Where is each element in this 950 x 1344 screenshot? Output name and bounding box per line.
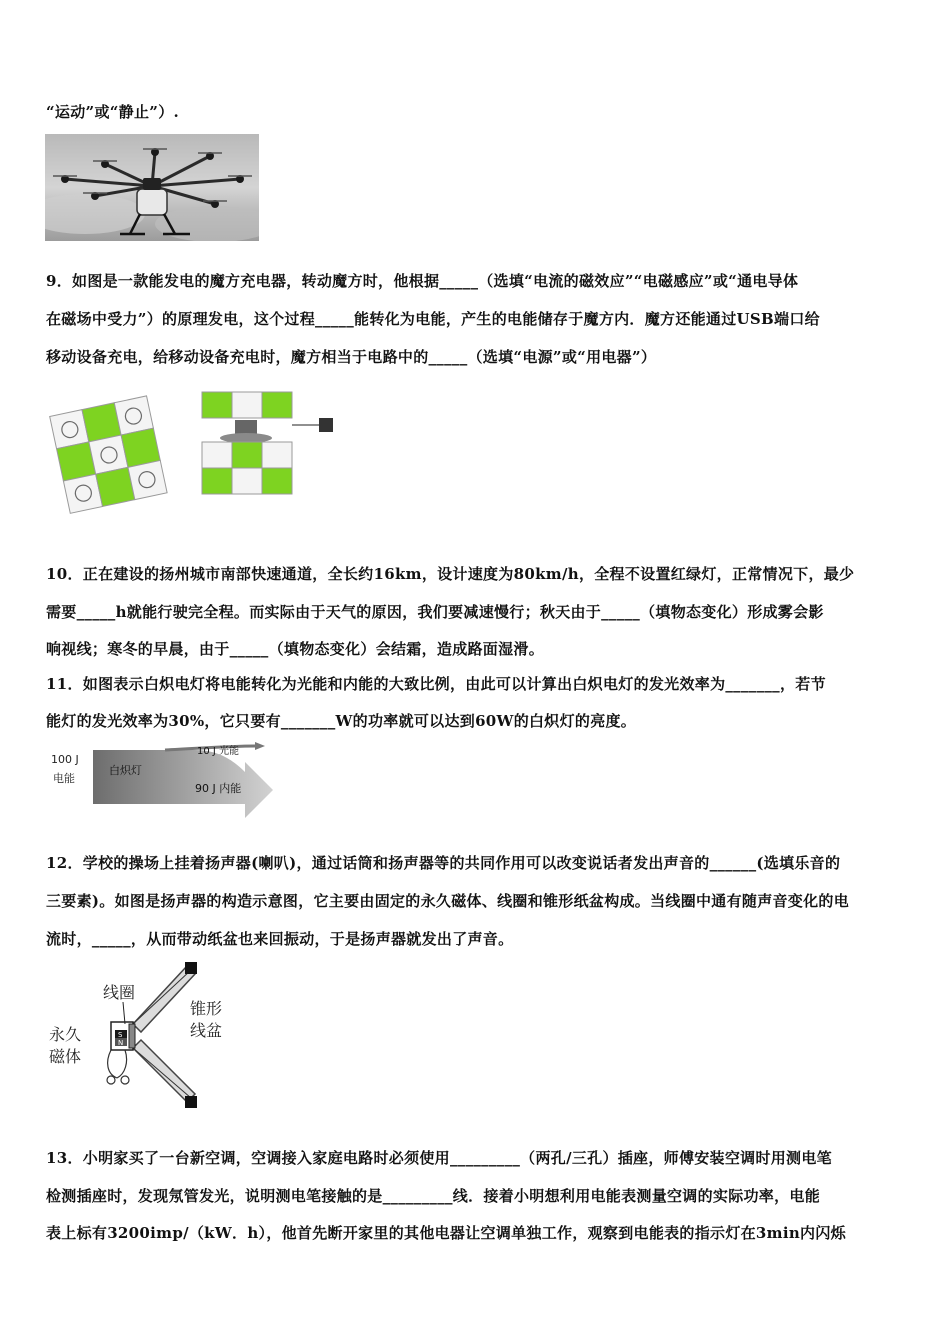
q13-line-2: 检测插座时，发现氖管发光，说明测电笔接触的是_________线．接着小明想利用电能表测量空调的实际功率，电能 — [46, 1187, 821, 1205]
light-output-label: 10 J 光能 — [197, 746, 240, 757]
q9-line-1: 9．如图是一款能发电的魔方充电器，转动魔方时，他根据_____（选填“电流的磁效应”“电磁感应”或“通电导体 — [46, 272, 799, 290]
pole-n-label: N — [118, 1039, 124, 1047]
q10-line-2: 需要_____h就能行驶完全程。而实际由于天气的原因，我们要减速慢行；秋天由于_____（填物态变化）形成雾会影 — [46, 603, 824, 621]
drone-photo — [45, 134, 259, 241]
q13-line-3: 表上标有3200imp/（kW．h），他首先断开家里的其他电器让空调单独工作，观察到电能表的指示灯在3min内闪烁 — [46, 1224, 846, 1242]
magic-cube-photo — [45, 383, 173, 527]
input-value-label: 100 J — [51, 753, 79, 766]
cone-label-line-2: 线盆 — [190, 1021, 223, 1040]
magnet-label-line-1: 永久 — [49, 1025, 82, 1044]
intro-line: “运动”或“静止”）. — [46, 103, 180, 121]
pole-s-label: S — [118, 1031, 123, 1039]
q10-line-1: 10．正在建设的扬州城市南部快速通道，全长约16km，设计速度为80km/h，全程不设置红绿灯，正常情况下，最少 — [46, 565, 855, 583]
q12-line-3: 流时，_____，从而带动纸盆也来回振动，于是扬声器就发出了声音。 — [46, 930, 514, 948]
q12-line-2: 三要素)。如图是扬声器的构造示意图，它主要由固定的永久磁体、线圈和锥形纸盆构成。当线圈中通有随声音变化的电 — [46, 892, 850, 910]
q9-line-3: 移动设备充电，给移动设备充电时，魔方相当于电路中的_____（选填“电源”或“用电器”） — [46, 348, 657, 366]
q12-line-1: 12．学校的操场上挂着扬声器(喇叭)，通过话筒和扬声器等的共同作用可以改变说话者发出声音的______(选填乐音的 — [46, 854, 841, 872]
q9-line-2: 在磁场中受力”）的原理发电，这个过程_____能转化为电能，产生的电能储存于魔方内．魔方还能通过USB端口给 — [46, 310, 820, 328]
magic-cube-disassembled-photo — [197, 390, 337, 500]
heat-output-label: 90 J 内能 — [195, 782, 242, 795]
cone-label-line-1: 锥形 — [190, 999, 223, 1018]
speaker-diagram — [45, 958, 245, 1116]
q10-line-3: 响视线；寒冬的早晨，由于_____（填物态变化）会结霜，造成路面湿滑。 — [46, 640, 545, 658]
coil-label: 线圈 — [103, 983, 136, 1002]
q11-line-1: 11．如图表示白炽电灯将电能转化为光能和内能的大致比例，由此可以计算出白炽电灯的发光效率为_______，若节 — [46, 675, 826, 693]
q13-line-1: 13．小明家买了一台新空调，空调接入家庭电路时必须使用_________（两孔/三孔）插座，师傅安装空调时用测电笔 — [46, 1149, 832, 1167]
input-energy-label: 电能 — [53, 772, 75, 785]
q11-line-2: 能灯的发光效率为30%，它只要有_______W的功率就可以达到60W的白炽灯的亮度。 — [46, 712, 637, 730]
device-label: 白炽灯 — [109, 764, 142, 777]
magnet-label-line-2: 磁体 — [49, 1047, 82, 1066]
energy-flow-diagram — [45, 742, 275, 824]
